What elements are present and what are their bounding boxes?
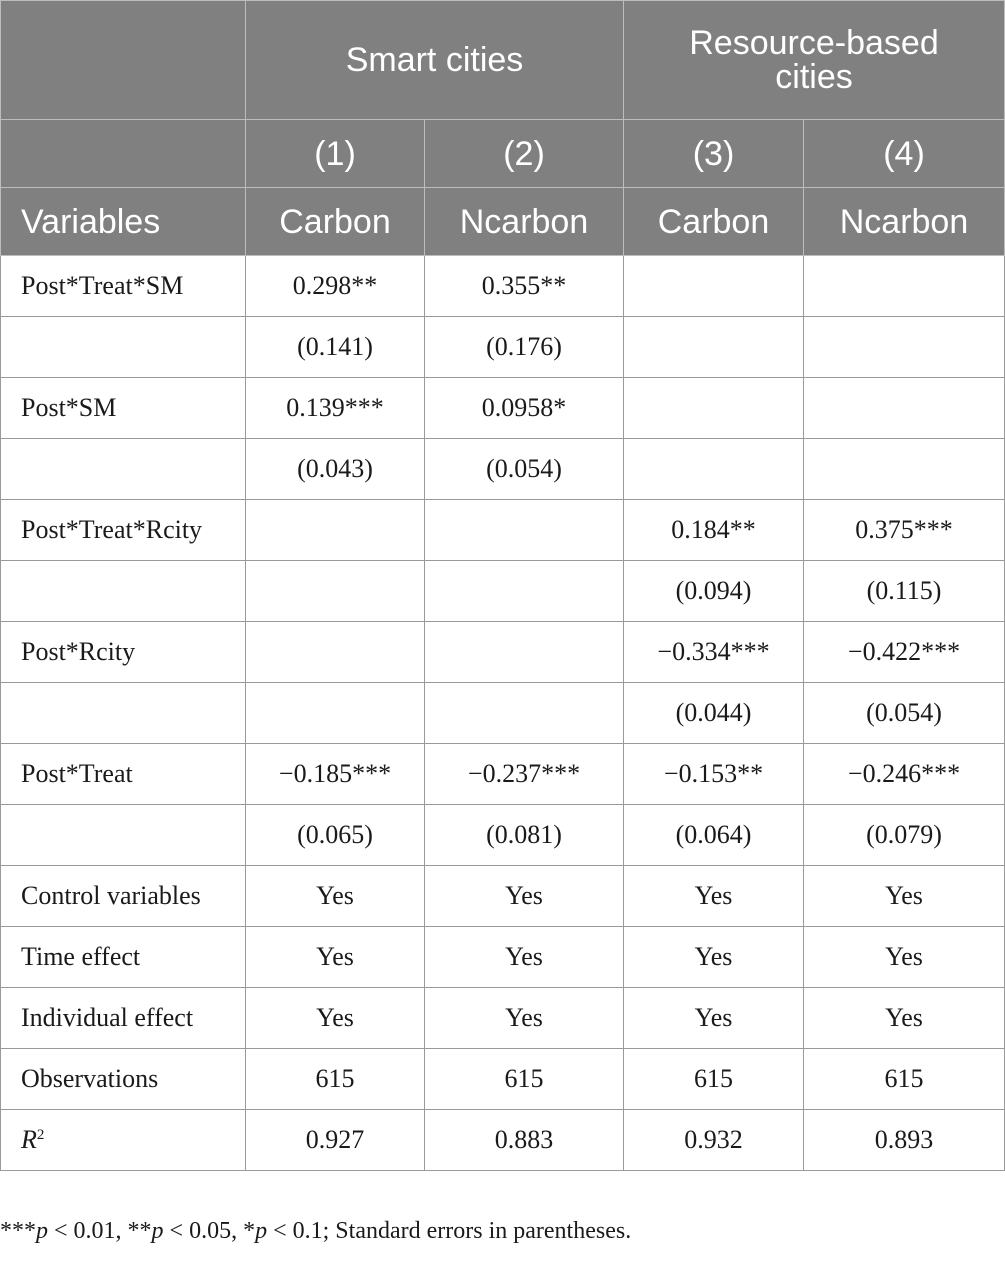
table-row (1, 866, 1005, 927)
column-number: (2) (425, 120, 624, 188)
table-cell: 615 (246, 1049, 425, 1110)
table-header (1, 1, 1005, 256)
table-cell: −0.246*** (804, 744, 1005, 805)
table-cell (804, 317, 1005, 378)
row-label: Individual effect (1, 988, 246, 1049)
table-cell: Yes (246, 988, 425, 1049)
table-cell: (0.115) (804, 561, 1005, 622)
dependent-variable-header: Ncarbon (425, 188, 624, 256)
table-row (1, 683, 1005, 744)
dependent-variable-header: Ncarbon (804, 188, 1005, 256)
header-corner-cell (1, 120, 246, 188)
table-row (1, 927, 1005, 988)
row-label (1, 561, 246, 622)
table-cell: 0.184** (624, 500, 804, 561)
table-cell (246, 622, 425, 683)
table-cell (804, 439, 1005, 500)
table-cell: Yes (804, 927, 1005, 988)
table-cell (246, 561, 425, 622)
table-cell: Yes (804, 988, 1005, 1049)
table-cell: (0.176) (425, 317, 624, 378)
table-row (1, 988, 1005, 1049)
dependent-variable-header: Carbon (624, 188, 804, 256)
row-label: Post*SM (1, 378, 246, 439)
table-cell: −0.185*** (246, 744, 425, 805)
table-cell (624, 256, 804, 317)
table-cell: (0.079) (804, 805, 1005, 866)
table-cell: 0.932 (624, 1110, 804, 1171)
row-label: Observations (1, 1049, 246, 1110)
table-row (1, 744, 1005, 805)
table-body (1, 256, 1005, 1171)
table-cell (804, 378, 1005, 439)
table-cell: Yes (624, 866, 804, 927)
table-cell: 0.893 (804, 1110, 1005, 1171)
table-cell: (0.054) (804, 683, 1005, 744)
table-cell: 0.883 (425, 1110, 624, 1171)
table-cell: (0.065) (246, 805, 425, 866)
row-label: Post*Treat (1, 744, 246, 805)
table-cell (425, 683, 624, 744)
column-number: (3) (624, 120, 804, 188)
table-cell (804, 256, 1005, 317)
table-row (1, 256, 1005, 317)
table-cell: 0.927 (246, 1110, 425, 1171)
table-cell: 615 (804, 1049, 1005, 1110)
table-row (1, 622, 1005, 683)
group-header-resource-cities: Resource-based cities (624, 1, 1005, 120)
table-cell: 0.375*** (804, 500, 1005, 561)
table-row (1, 500, 1005, 561)
table-cell: (0.064) (624, 805, 804, 866)
table-cell (425, 500, 624, 561)
table-row (1, 317, 1005, 378)
table-cell: 0.0958* (425, 378, 624, 439)
table-cell: −0.153** (624, 744, 804, 805)
row-label: Control variables (1, 866, 246, 927)
table-cell: 0.298** (246, 256, 425, 317)
row-label (1, 805, 246, 866)
table-cell: Yes (425, 927, 624, 988)
row-label: Post*Treat*Rcity (1, 500, 246, 561)
table-cell: Yes (624, 927, 804, 988)
table-cell: (0.043) (246, 439, 425, 500)
table-cell: (0.081) (425, 805, 624, 866)
table-cell: Yes (425, 866, 624, 927)
table-cell: 0.355** (425, 256, 624, 317)
column-number: (4) (804, 120, 1005, 188)
table-row (1, 1049, 1005, 1110)
table-cell: 615 (624, 1049, 804, 1110)
table-cell: (0.054) (425, 439, 624, 500)
table-cell: Yes (425, 988, 624, 1049)
table-row (1, 439, 1005, 500)
table-cell: 615 (425, 1049, 624, 1110)
row-label: Time effect (1, 927, 246, 988)
table-row (1, 561, 1005, 622)
table-cell (624, 317, 804, 378)
table-cell: Yes (624, 988, 804, 1049)
table-row (1, 805, 1005, 866)
table-cell: (0.044) (624, 683, 804, 744)
table-cell (425, 622, 624, 683)
row-label: Post*Rcity (1, 622, 246, 683)
row-label (1, 683, 246, 744)
row-label (1, 439, 246, 500)
dependent-variable-header: Carbon (246, 188, 425, 256)
table-row-r-squared (1, 1110, 1005, 1171)
table-cell: −0.422*** (804, 622, 1005, 683)
table-cell: −0.237*** (425, 744, 624, 805)
table-cell: 0.139*** (246, 378, 425, 439)
table-cell (425, 561, 624, 622)
row-label (1, 317, 246, 378)
table-cell: (0.141) (246, 317, 425, 378)
table-footnote: ***p < 0.01, **p < 0.05, *p < 0.1; Standard errors in parentheses. (0, 1218, 632, 1244)
table-cell (624, 439, 804, 500)
header-corner-cell (1, 1, 246, 120)
table-cell: Yes (246, 866, 425, 927)
group-header-smart-cities: Smart cities (246, 1, 624, 120)
row-label: Post*Treat*SM (1, 256, 246, 317)
table-row (1, 378, 1005, 439)
table-cell: −0.334*** (624, 622, 804, 683)
table-cell: (0.094) (624, 561, 804, 622)
table-cell (624, 378, 804, 439)
table-cell (246, 500, 425, 561)
table-cell: Yes (246, 927, 425, 988)
variables-header: Variables (1, 188, 246, 256)
table-cell (246, 683, 425, 744)
table-cell: Yes (804, 866, 1005, 927)
row-label: $R^2$ (1, 1110, 246, 1171)
column-number: (1) (246, 120, 425, 188)
